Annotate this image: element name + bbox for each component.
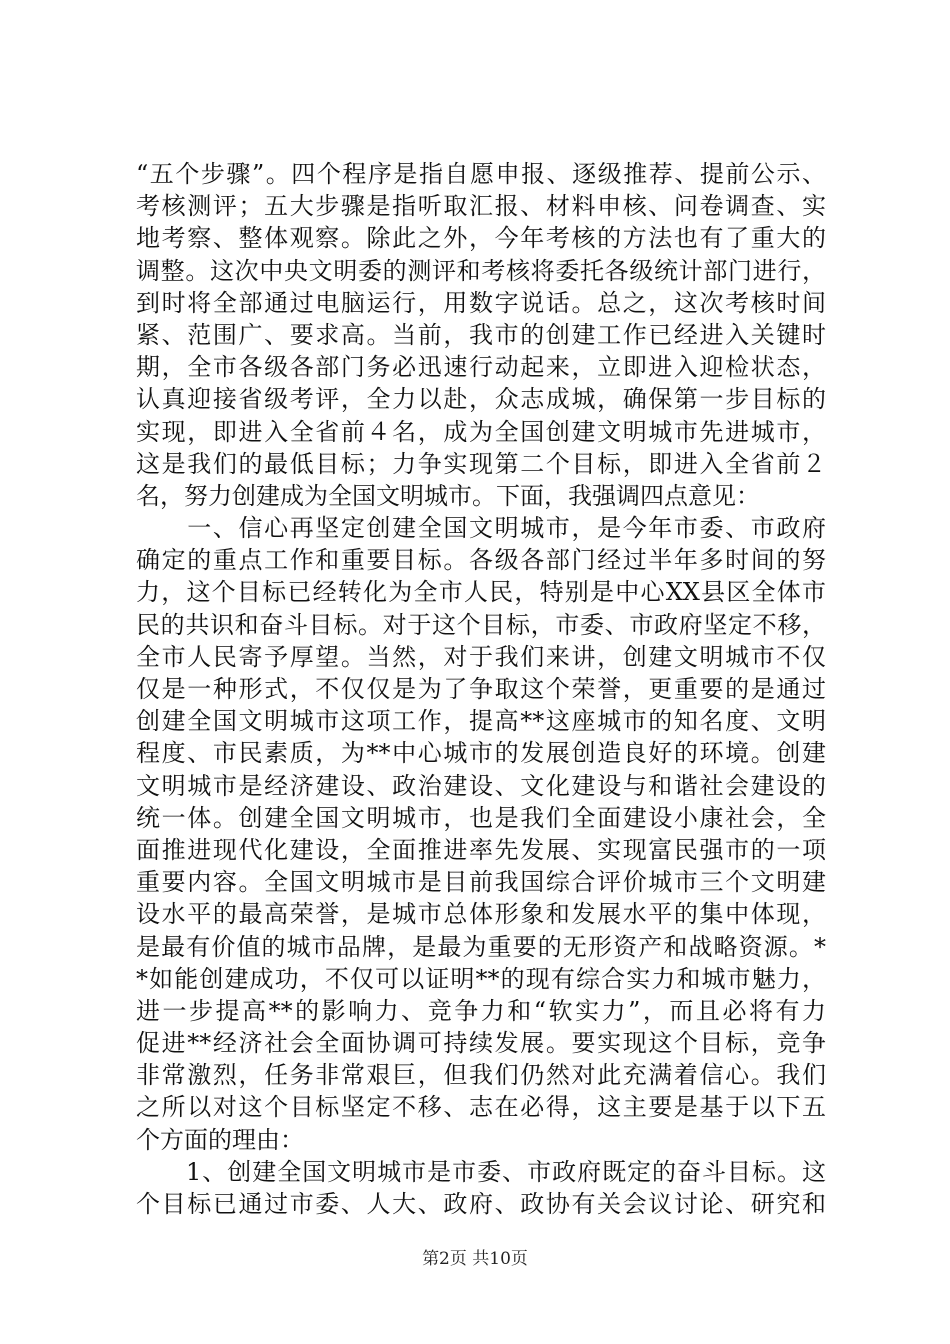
text-line: 名，努力创建成为全国文明城市。下面，我强调四点意见： [136,481,760,510]
text-line: 紧、范围广、要求高。当前，我市的创建工作已经进入关键时 [136,320,826,349]
text-line: 进一步提高**的影响力、竞争力和“软实力”，而且必将有力 [136,996,826,1025]
text-line: 面推进现代化建设，全面推进率先发展、实现富民强市的一项 [136,835,826,864]
text-line: 实现，即进入全省前４名，成为全国创建文明城市先进城市， [136,417,826,446]
text-line: 非常激烈，任务非常艰巨，但我们仍然对此充满着信心。我们 [136,1061,826,1090]
text-line: 一、信心再坚定创建全国文明城市，是今年市委、市政府 [136,514,826,543]
text-line: 这是我们的最低目标；力争实现第二个目标，即进入全省前２ [136,449,826,478]
text-line: 个目标已通过市委、人大、政府、政协有关会议讨论、研究和 [136,1190,826,1218]
document-body [136,158,826,1220]
text-line: 确定的重点工作和重要目标。各级各部门经过半年多时间的努 [136,546,826,575]
text-line: 统一体。创建全国文明城市，也是我们全面建设小康社会，全 [136,803,826,832]
text-line: 创建全国文明城市这项工作，提高**这座城市的知名度、文明 [136,707,826,736]
text-line: 是最有价值的城市品牌，是最为重要的无形资产和战略资源。* [136,932,826,961]
text-line: 认真迎接省级考评，全力以赴，众志成城，确保第一步目标的 [136,385,826,414]
page-footer: 第2页 共10页 [422,1249,528,1269]
text-line: 到时将全部通过电脑运行，用数字说话。总之，这次考核时间 [136,288,826,317]
text-line: 程度、市民素质，为**中心城市的发展创造良好的环境。创建 [136,739,826,768]
text-line: 仅是一种形式，不仅仅是为了争取这个荣誉，更重要的是通过 [136,675,826,703]
text-line: *如能创建成功，不仅可以证明**的现有综合实力和城市魅力， [136,964,826,993]
text-line: 促进**经济社会全面协调可持续发展。要实现这个目标，竞争 [136,1029,826,1058]
text-line: 全市人民寄予厚望。当然，对于我们来讲，创建文明城市不仅 [136,642,826,671]
text-line: 期，全市各级各部门务必迅速行动起来，立即进入迎检状态， [136,353,826,382]
text-line: 地考察、整体观察。除此之外，今年考核的方法也有了重大的 [136,224,826,253]
text-line: “五个步骤”。四个程序是指自愿申报、逐级推荐、提前公示、 [136,160,826,188]
text-line: 个方面的理由： [136,1125,304,1154]
text-line: 力，这个目标已经转化为全市人民，特别是中心XX县区全体市 [136,578,826,607]
text-line: 之所以对这个目标坚定不移、志在必得，这主要是基于以下五 [136,1093,826,1122]
text-line: 文明城市是经济建设、政治建设、文化建设与和谐社会建设的 [136,771,826,800]
text-line: 设水平的最高荣誉，是城市总体形象和发展水平的集中体现， [136,900,826,929]
text-line: 调整。这次中央文明委的测评和考核将委托各级统计部门进行， [136,256,826,285]
text-line: 考核测评；五大步骤是指听取汇报、材料申核、问卷调查、实 [136,192,826,221]
text-line: 民的共识和奋斗目标。对于这个目标，市委、市政府坚定不移， [136,610,826,639]
text-line: 重要内容。全国文明城市是目前我国综合评价城市三个文明建 [136,868,826,897]
text-line: 1、创建全国文明城市是市委、市政府既定的奋斗目标。这 [136,1157,826,1186]
